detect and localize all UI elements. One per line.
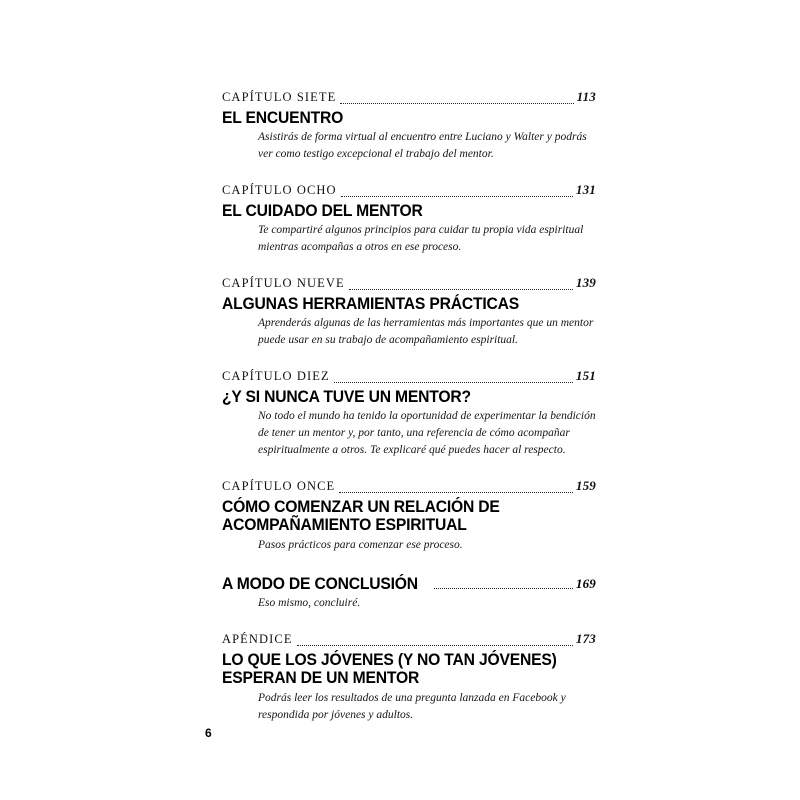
page-number: 113 — [576, 89, 596, 104]
chapter-label-row — [222, 181, 596, 199]
toc-entry — [222, 274, 596, 349]
toc-entry — [222, 181, 596, 256]
dot-leader — [349, 280, 573, 290]
spacer — [222, 558, 596, 572]
toc-entry — [222, 575, 596, 612]
entry-title: A MODO DE CONCLUSIÓN — [222, 574, 418, 593]
entry-title: EL CUIDADO DEL MENTOR — [222, 201, 423, 220]
table-of-contents — [222, 88, 596, 728]
entry-title: EL ENCUENTRO — [222, 108, 344, 127]
chapter-label: CAPÍTULO OCHO — [222, 182, 337, 197]
chapter-label: CAPÍTULO DIEZ — [222, 368, 330, 383]
toc-entry — [222, 88, 596, 163]
spacer — [222, 260, 596, 274]
spacer — [222, 616, 596, 630]
page-number: 169 — [575, 576, 596, 592]
chapter-label-row — [222, 630, 596, 648]
entry-description: Podrás leer los resultados de una pregunta lanzada en Facebook y respondida por jóvenes y adultos. — [258, 691, 566, 721]
chapter-label-row — [222, 274, 596, 292]
entry-description: No todo el mundo ha tenido la oportunidad de experimentar la bendición de tener un mentor y, por tanto, una referencia de cómo acompañar espiritualmente a otros. Te explicaré qué puedes hacer al respecto. — [258, 410, 596, 457]
entry-title: ¿Y SI NUNCA TUVE UN MENTOR? — [222, 387, 471, 406]
chapter-label: CAPÍTULO ONCE — [222, 478, 336, 493]
page-number: 151 — [575, 368, 596, 384]
chapter-label: APÉNDICE — [222, 631, 293, 646]
page-number: 159 — [575, 478, 596, 494]
entry-description: Aprenderás algunas de las herramientas más importantes que un mentor puede usar en su trabajo de acompañamiento espiritual. — [258, 317, 594, 347]
dot-leader — [334, 373, 573, 383]
entry-description: Te compartiré algunos principios para cuidar tu propia vida espiritual mientras acompañas a otros en ese proceso. — [258, 224, 584, 254]
entry-description: Asistirás de forma virtual al encuentro entre Luciano y Walter y podrás ver como testigo excepcional el trabajo del mentor. — [258, 131, 587, 161]
chapter-label-row — [222, 367, 596, 385]
chapter-label: CAPÍTULO NUEVE — [222, 275, 345, 290]
chapter-label-row — [222, 88, 596, 106]
chapter-label-row — [222, 477, 596, 495]
spacer — [222, 167, 596, 181]
page-number: 173 — [575, 631, 596, 647]
entry-title-row — [222, 575, 596, 593]
toc-entry — [222, 630, 596, 724]
dot-leader — [340, 94, 573, 104]
spacer — [222, 463, 596, 477]
spacer — [222, 353, 596, 367]
dot-leader — [434, 577, 573, 590]
page-number: 139 — [575, 275, 596, 291]
entry-title: ALGUNAS HERRAMIENTAS PRÁCTICAS — [222, 294, 520, 313]
dot-leader — [339, 483, 573, 493]
dot-leader — [297, 636, 573, 646]
entry-description: Pasos prácticos para comenzar ese proceso. — [258, 538, 463, 551]
page-folio: 6 — [205, 726, 212, 740]
toc-entry — [222, 477, 596, 554]
entry-title: CÓMO COMENZAR UN RELACIÓN DE ACOMPAÑAMIENTO ESPIRITUAL — [222, 497, 500, 535]
page-number: 131 — [575, 182, 596, 198]
toc-entry — [222, 367, 596, 459]
dot-leader — [341, 187, 573, 197]
entry-description: Eso mismo, concluiré. — [258, 597, 361, 610]
entry-title: LO QUE LOS JÓVENES (Y NO TAN JÓVENES) ESPERAN DE UN MENTOR — [222, 650, 557, 688]
chapter-label: CAPÍTULO SIETE — [222, 89, 337, 104]
